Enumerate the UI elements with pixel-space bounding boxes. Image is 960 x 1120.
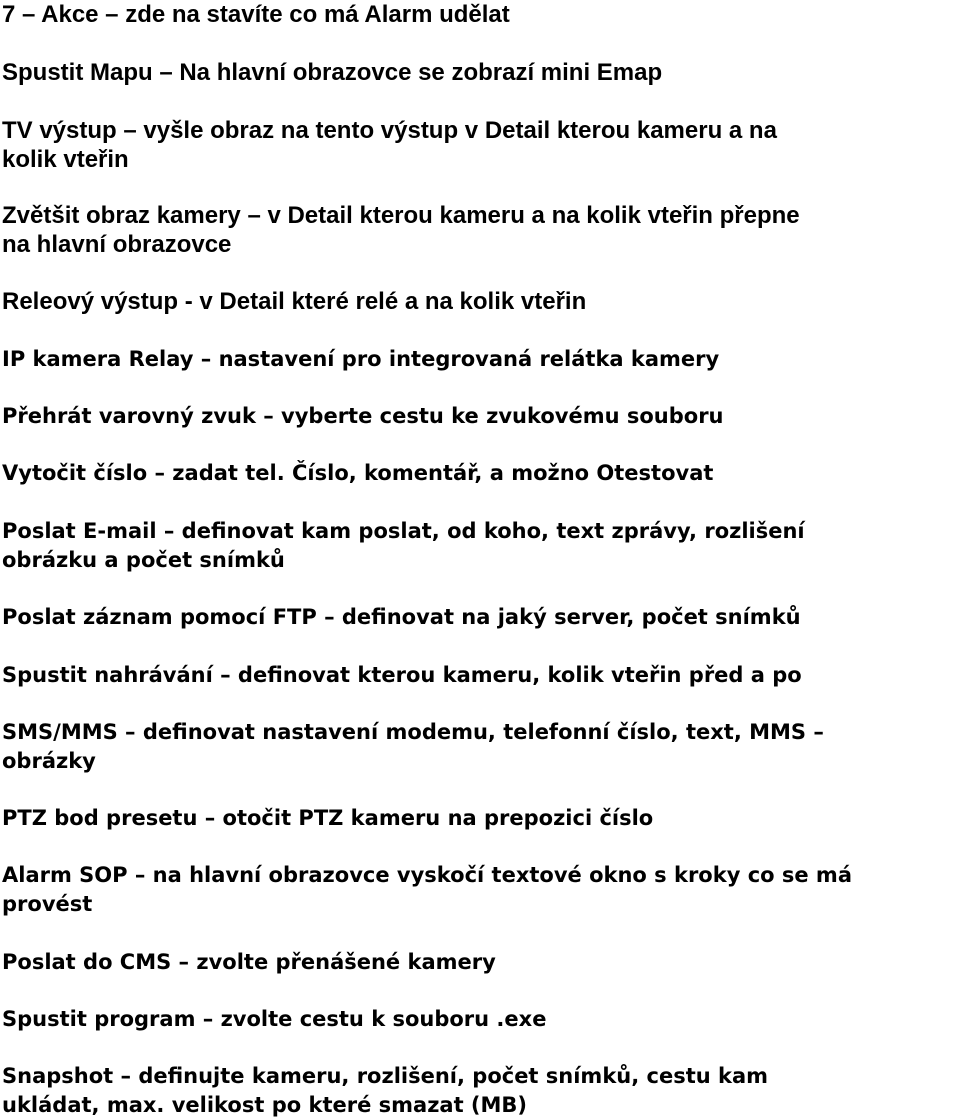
text-line: kolik vteřin <box>2 146 129 173</box>
paragraph-actions-heading <box>2 0 510 29</box>
text-line: 7 – Akce – zde na stavíte co má Alarm udělat <box>2 1 510 28</box>
text-line: ukládat, max. velikost po které smazat (MB) <box>2 1093 528 1117</box>
text-line: Poslat záznam pomocí FTP – definovat na jaký server, počet snímků <box>2 605 801 629</box>
text-line: provést <box>2 892 93 916</box>
text-line: Alarm SOP – na hlavní obrazovce vyskočí textové okno s kroky co se má <box>2 863 852 887</box>
paragraph-ip-camera-relay <box>2 345 719 374</box>
paragraph-send-email <box>2 517 805 575</box>
paragraph-relay-output <box>2 287 586 316</box>
text-line: Spustit program – zvolte cestu k souboru .exe <box>2 1007 547 1031</box>
text-line: Vytočit číslo – zadat tel. Číslo, komentář, a možno Otestovat <box>2 461 714 485</box>
paragraph-send-ftp <box>2 603 801 632</box>
text-line: Poslat E-mail – definovat kam poslat, od koho, text zprávy, rozlišení <box>2 519 805 543</box>
text-line: Přehrát varovný zvuk – vyberte cestu ke zvukovému souboru <box>2 404 724 428</box>
paragraph-dial-number <box>2 459 713 488</box>
paragraph-ptz-preset <box>2 804 653 833</box>
text-line: SMS/MMS – definovat nastavení modemu, telefonní číslo, text, MMS – <box>2 720 824 744</box>
paragraph-alarm-sop <box>2 861 852 919</box>
text-line: Releový výstup - v Detail které relé a na kolik vteřin <box>2 288 587 315</box>
paragraph-enlarge-camera <box>2 201 800 259</box>
paragraph-sms-mms <box>2 718 824 776</box>
paragraph-start-recording <box>2 661 802 690</box>
paragraph-snapshot <box>2 1062 768 1120</box>
text-line: IP kamera Relay – nastavení pro integrovaná relátka kamery <box>2 347 720 371</box>
text-line: Spustit nahrávání – definovat kterou kameru, kolik vteřin před a po <box>2 663 802 687</box>
text-line: na hlavní obrazovce <box>2 231 232 258</box>
text-line: Spustit Mapu – Na hlavní obrazovce se zobrazí mini Emap <box>2 59 663 86</box>
text-line: Snapshot – definujte kameru, rozlišení, počet snímků, cestu kam <box>2 1064 769 1088</box>
paragraph-run-map <box>2 58 662 87</box>
text-line: Poslat do CMS – zvolte přenášené kamery <box>2 950 496 974</box>
text-line: PTZ bod presetu – otočit PTZ kameru na prepozici číslo <box>2 806 654 830</box>
text-line: TV výstup – vyšle obraz na tento výstup v Detail kterou kameru a na <box>2 117 777 144</box>
text-line: obrázky <box>2 749 96 773</box>
text-line: obrázku a počet snímků <box>2 548 285 572</box>
paragraph-run-program <box>2 1005 546 1034</box>
paragraph-send-to-cms <box>2 948 496 977</box>
paragraph-tv-output <box>2 116 777 174</box>
paragraph-play-sound <box>2 402 724 431</box>
text-line: Zvětšit obraz kamery – v Detail kterou kameru a na kolik vteřin přepne <box>2 202 800 229</box>
